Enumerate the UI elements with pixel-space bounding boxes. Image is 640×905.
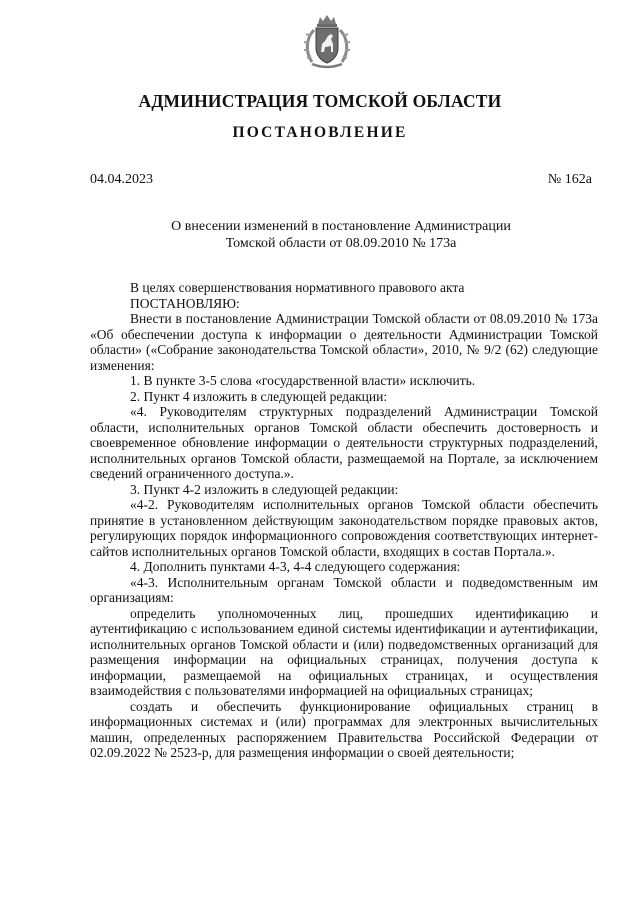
document-body (90, 280, 598, 761)
resolution-keyword: ПОСТАНОВЛЯЮ: (130, 295, 240, 311)
subject-line: О внесении изменений в постановление Администрации (171, 219, 511, 234)
body-paragraph: «4. Руководителям структурных подразделений Администрации Томской области, исполнительных органов Томской области обеспечить достоверность и своевременное обновление информации о деятельности структурных подразделений, исполнительных органов Томской области, размещаемой на Портале, за исключением сведений ограниченного доступа.». (90, 404, 598, 481)
document-type: ПОСТАНОВЛЕНИЕ (232, 124, 408, 141)
body-paragraph: Внести в постановление Администрации Томской области от 08.09.2010 № 173а «Об обеспечении доступа к информации о деятельности Администрации Томской области» («Собрание законодательства Томской области», 2010, № 9/2 (62) следующие изменения: (90, 311, 598, 373)
body-paragraph: определить уполномоченных лиц, прошедших идентификацию и аутентификацию с использованием единой системы идентификации и аутентификации, исполнительных органов Томской области и (или) подведомственных организаций для размещения информации на официальных страницах, получения доступа к информации, размещаемой на официальных страницах, и осуществления взаимодействия с пользователями информацией на официальных страницах; (90, 605, 598, 698)
body-paragraph: «4-3. Исполнительным органам Томской области и подведомственным им организациям: (90, 574, 598, 605)
document-subject (90, 218, 592, 252)
body-paragraph: 3. Пункт 4-2 изложить в следующей редакции: (130, 481, 399, 497)
body-paragraph: создать и обеспечить функционирование официальных страниц в информационных системах и (или) программах для электронных вычислительных машин, определенных распоряжением Правительства Российской Федерации от 02.09.2022 № 2523-р, для размещения информации о своей деятельности; (90, 698, 598, 760)
document-number: № 162а (547, 172, 592, 187)
subject-line: Томской области от 08.09.2010 № 173а (225, 236, 457, 251)
body-paragraph: 1. В пункте 3-5 слова «государственной власти» исключить. (130, 373, 476, 388)
organization-title: АДМИНИСТРАЦИЯ ТОМСКОЙ ОБЛАСТИ (138, 91, 502, 111)
document-date: 04.04.2023 (90, 172, 153, 187)
body-paragraph: 4. Дополнить пунктами 4-3, 4-4 следующего содержания: (130, 559, 461, 574)
body-paragraph: «4-2. Руководителям исполнительных органов Томской области обеспечить принятие в установленном действующим законодательством порядке правовых актов, регулирующих порядок информационного сопровождения соответствующих интернет-сайтов исполнительных органов Томской области, входящих в состав Портала.». (90, 497, 598, 559)
body-paragraph: 2. Пункт 4 изложить в следующей редакции: (130, 388, 388, 404)
body-paragraph: В целях совершенствования нормативного правового акта (130, 280, 465, 295)
tomsk-coat-of-arms-icon (302, 14, 352, 70)
